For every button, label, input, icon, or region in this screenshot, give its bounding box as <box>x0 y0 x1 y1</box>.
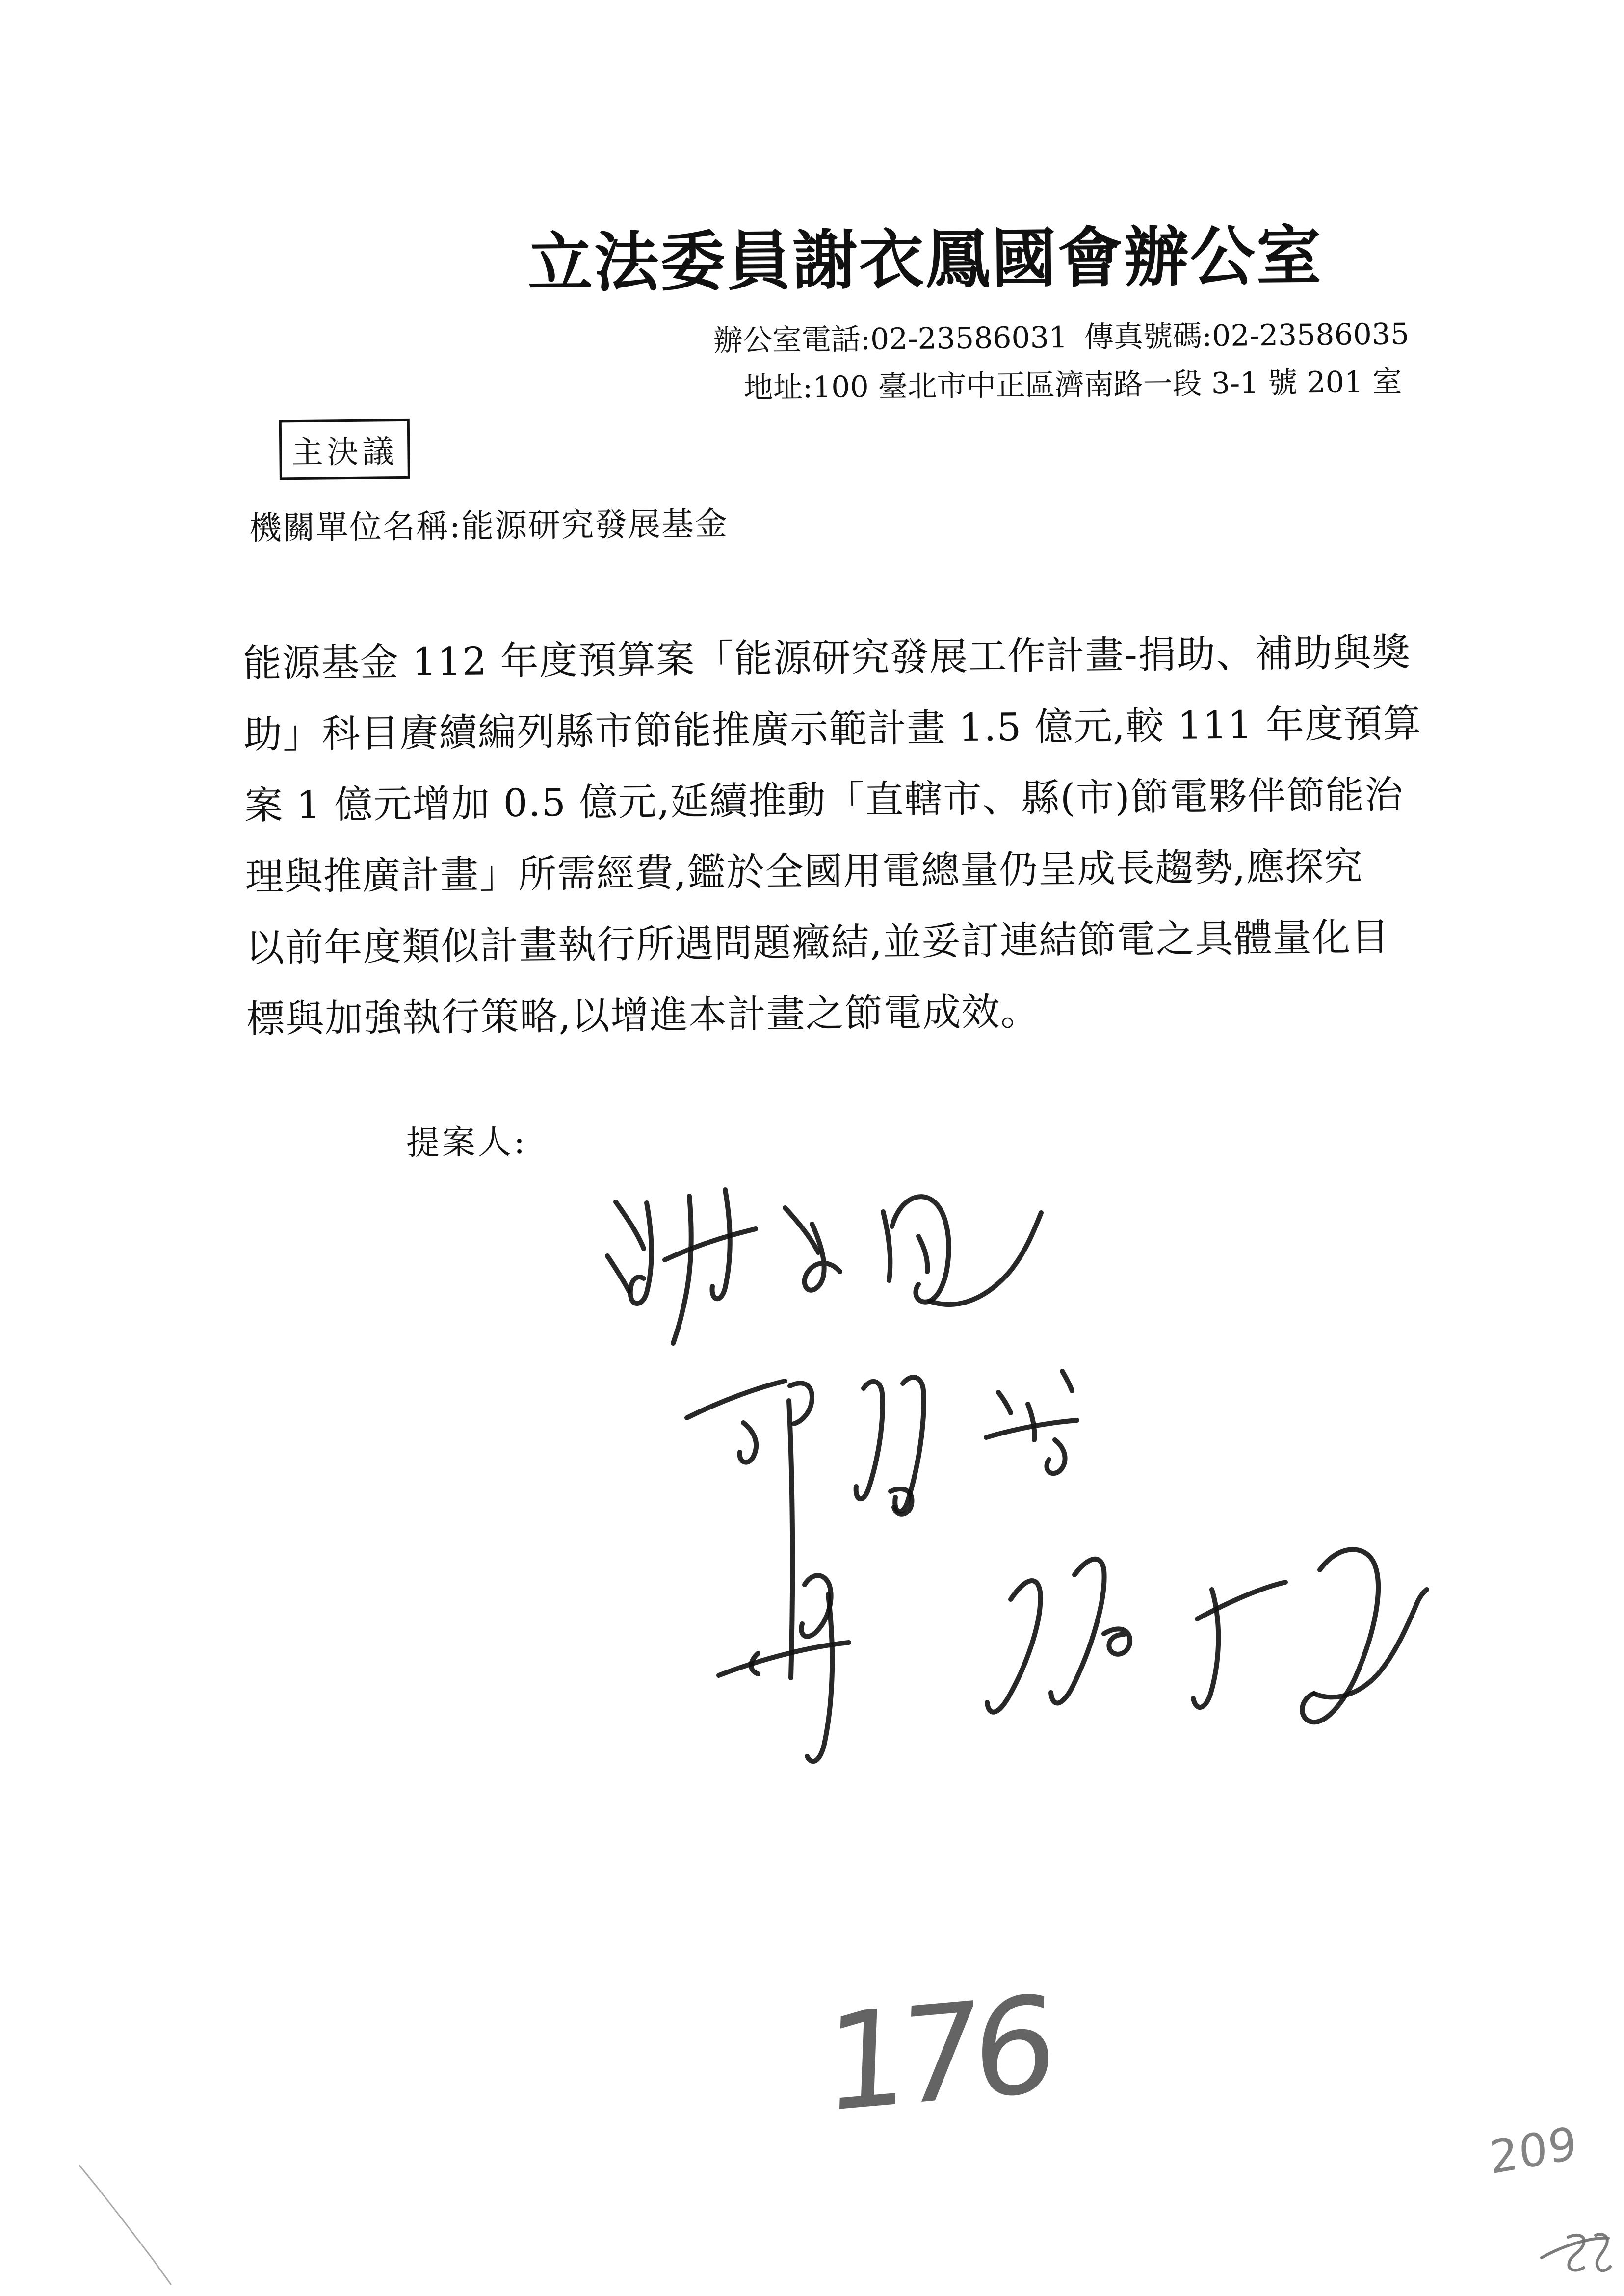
fax-label: 傳真號碼: <box>1084 319 1212 355</box>
body-line: 助」科目賡續編列縣市節能推廣示範計畫 1.5 億元,較 111 年度預算 <box>243 702 1422 757</box>
agency-label: 機關單位名稱: <box>249 507 462 547</box>
page-title: 立法委員謝衣鳳國會辦公室 <box>527 217 1323 302</box>
resolution-body <box>243 617 1454 1056</box>
agency-line <box>249 497 728 548</box>
body-line: 能源基金 112 年度預算案「能源研究發展工作計畫-捐助、補助與獎 <box>243 630 1412 686</box>
contact-address-line <box>743 358 1402 407</box>
resolution-type-label: 主決議 <box>291 434 398 471</box>
body-line: 理與推廣計畫」所需經費,鑑於全國用電總量仍呈成長趨勢,應探究 <box>245 844 1363 900</box>
fax-number: 02-23586035 <box>1211 317 1410 354</box>
proposer-label: 提案人: <box>406 1122 528 1163</box>
handwritten-page-number: 176 <box>822 1967 1050 2142</box>
address-label: 地址: <box>743 370 813 406</box>
body-line: 以前年度類似計畫執行所遇問題癥結,並妥訂連結節電之具體量化目 <box>245 915 1390 971</box>
address-value: 100 臺北市中正區濟南路一段 3-1 號 201 室 <box>812 365 1402 405</box>
contact-phone-fax-line <box>713 311 1409 360</box>
body-line: 標與加強執行策略,以增進本計畫之節電成效。 <box>246 990 1040 1042</box>
body-line: 案 1 億元增加 0.5 億元,延續推動「直轄市、縣(市)節電夥伴節能治 <box>244 773 1404 829</box>
resolution-type-badge <box>279 419 410 480</box>
handwritten-corner-number: 209 <box>1487 2116 1580 2185</box>
agency-name: 能源研究發展基金 <box>461 504 729 545</box>
phone-label: 辦公室電話: <box>713 322 871 358</box>
phone-number: 02-23586031 <box>870 320 1068 357</box>
